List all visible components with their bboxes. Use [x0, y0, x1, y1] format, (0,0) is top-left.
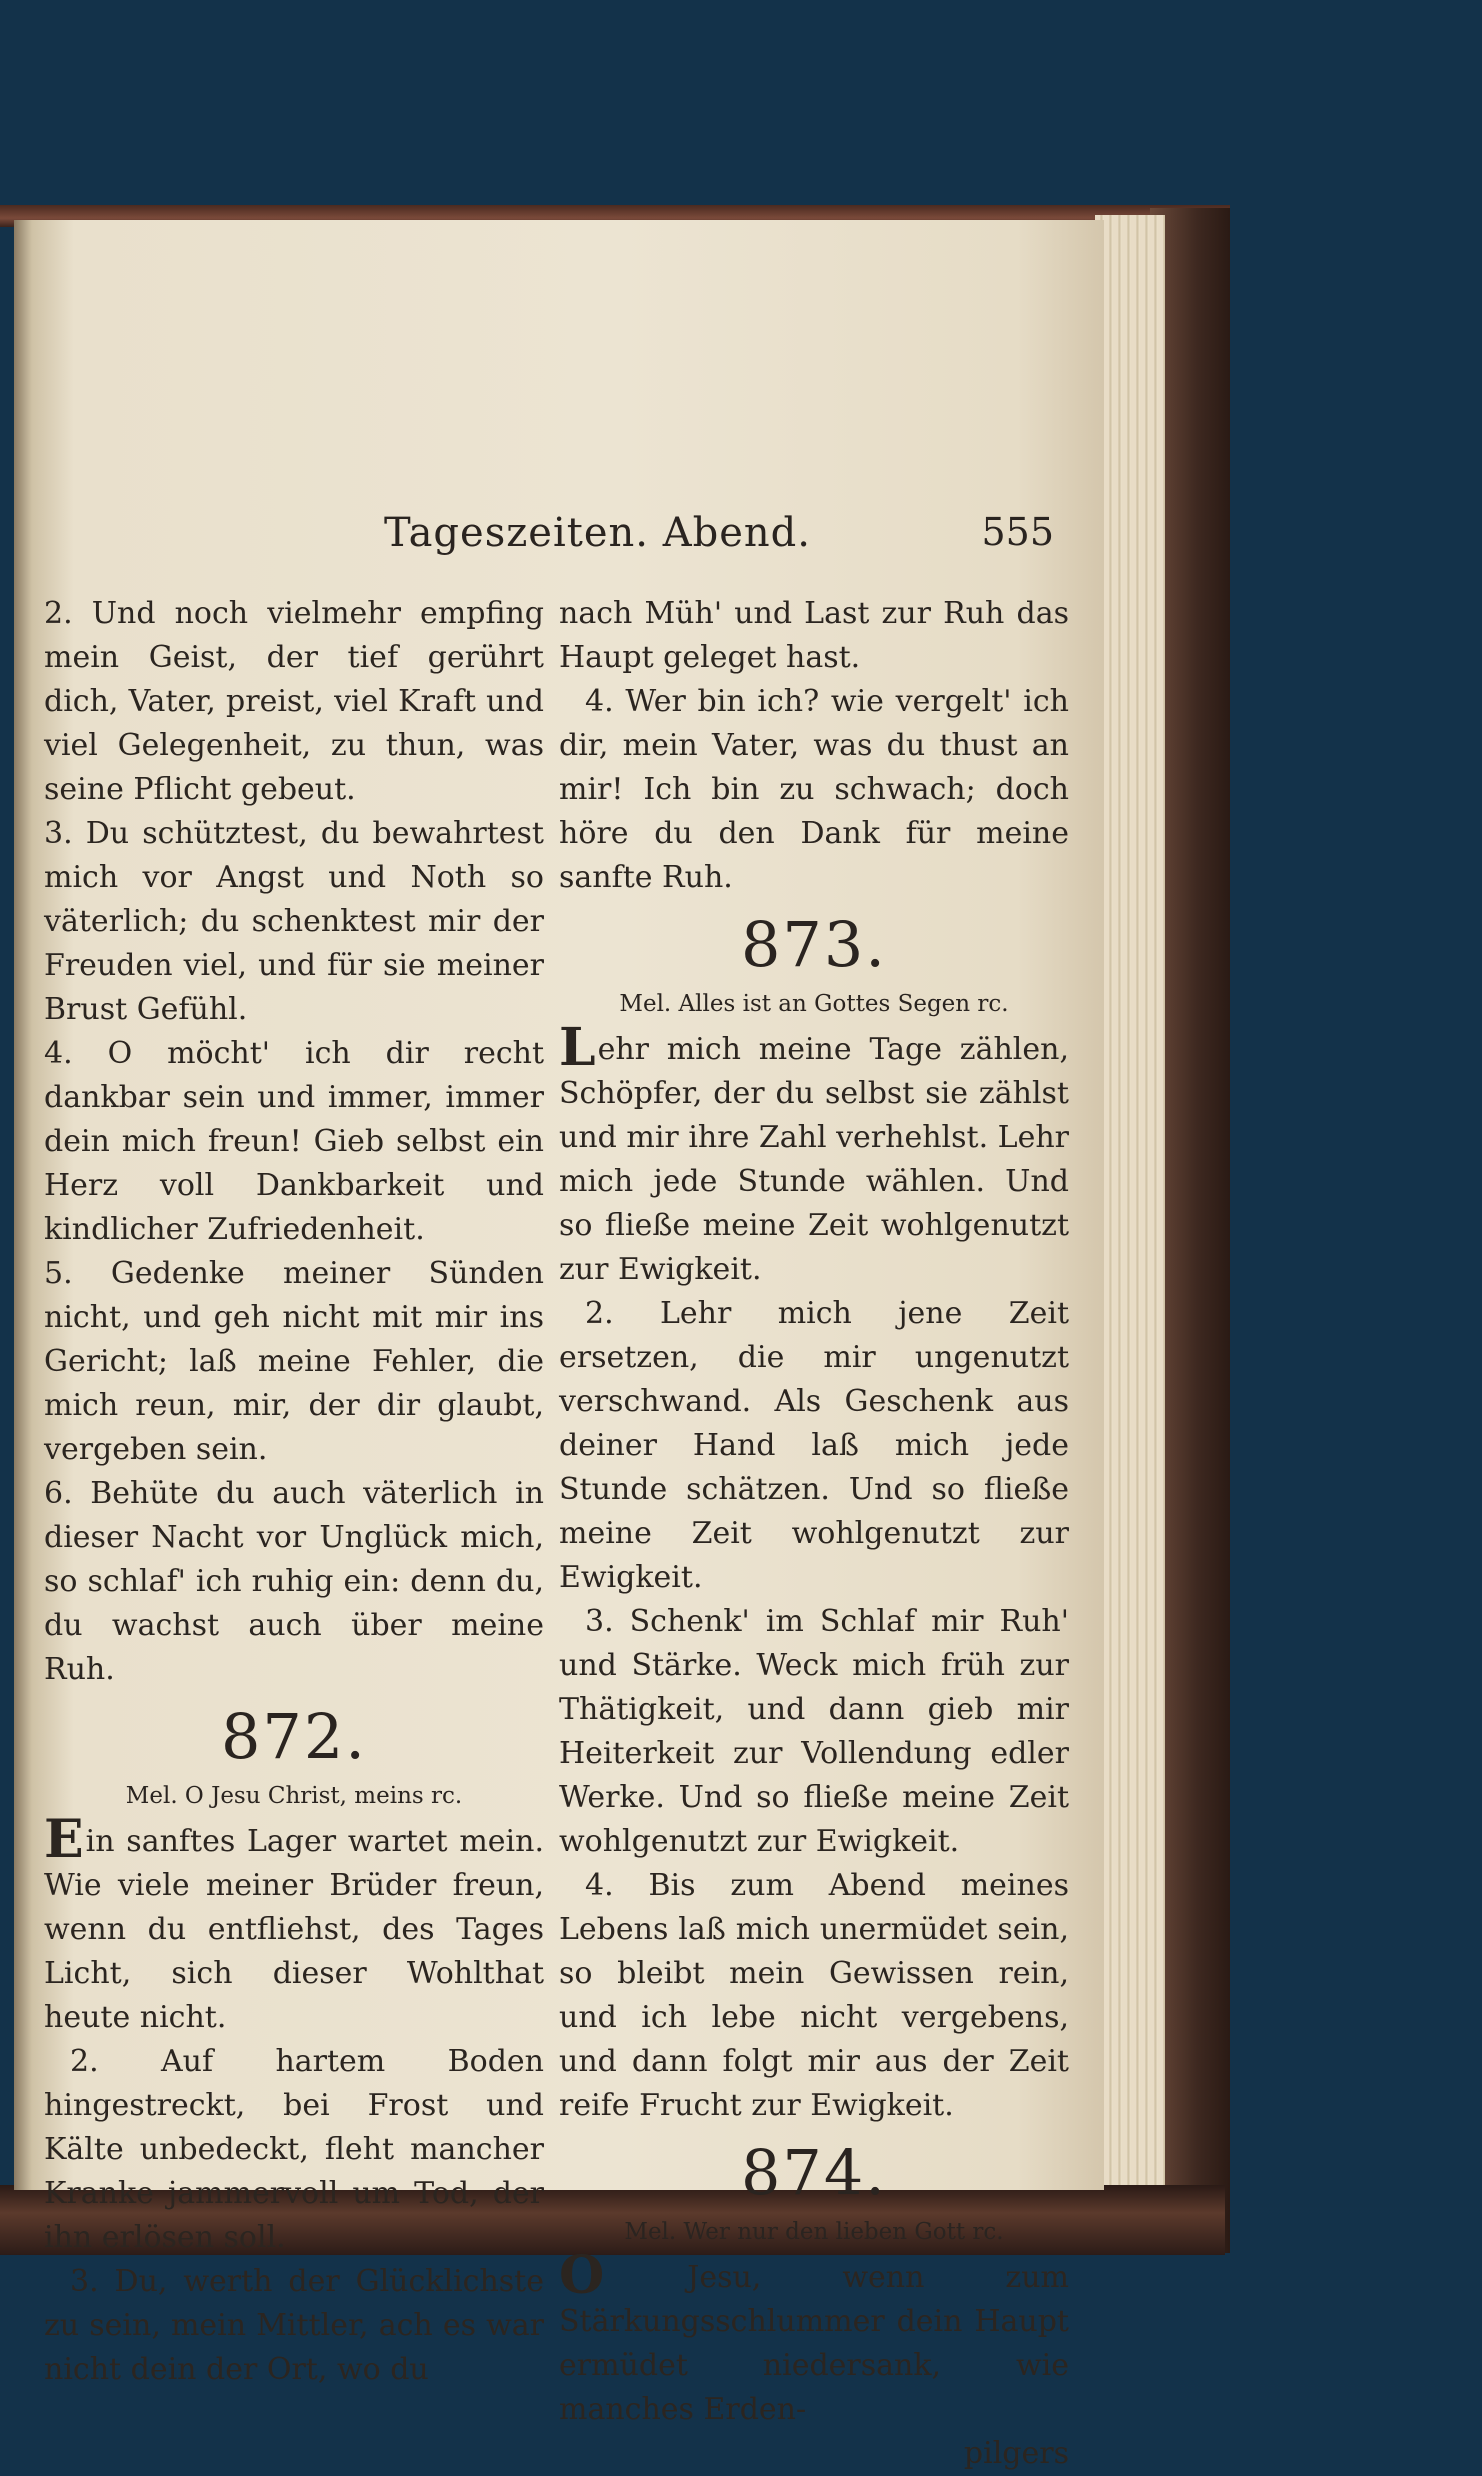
verse-paragraph: 2. Lehr mich jene Zeit ersetzen, die mir ungenutzt verschwand. Als Geschenk aus deiner Hand laß mich jede Stunde schätzen. Und so fließe meine Zeit wohlgenutzt zur Ewigkeit. [559, 1296, 1069, 1595]
running-title: Tageszeiten. Abend. [384, 510, 811, 556]
drop-capital: L [559, 1017, 596, 1078]
hymn-number: 873. [740, 908, 888, 981]
verse-text: ehr mich meine Tage zählen, Schöpfer, der du selbst sie zählst und mir ihre Zahl verhehlst. Lehr mich jede Stunde wählen. Und so fließe meine Zeit wohlgenutzt zur Ewigkeit. [559, 1032, 1069, 1287]
verse-paragraph: 3. Schenk' im Schlaf mir Ruh' und Stärke. Weck mich früh zur Thätigkeit, und dann gieb mir Heiterkeit zur Vollendung edler Werke. Und so fließe meine Zeit wohlgenutzt zur Ewigkeit. [559, 1604, 1069, 1859]
verse-paragraph: 4. O möcht' ich dir recht dankbar sein und immer, immer dein mich freun! Gieb selbst ein Herz voll Dankbarkeit und kindlicher Zufriedenheit. [44, 1036, 544, 1247]
page-number: 555 [981, 510, 1054, 554]
verse-paragraph: 2. Und noch vielmehr empfing mein Geist, der tief gerührt dich, Vater, preist, viel Kraft und viel Gelegenheit, zu thun, was seine Pflicht gebeut. [44, 596, 544, 807]
verse-paragraph: 6. Behüte du auch väterlich in dieser Nacht vor Unglück mich, so schlaf' ich ruhig ein: denn du, du wachst auch über meine Ruh. [44, 1476, 544, 1687]
verse-paragraph-first [559, 2245, 1069, 2432]
left-column [44, 592, 544, 2392]
drop-capital: E [44, 1809, 84, 1870]
verse-paragraph: 4. Bis zum Abend meines Lebens laß mich unermüdet sein, so bleibt mein Gewissen rein, und ich lebe nicht vergebens, und dann folgt mir aus der Zeit reife Frucht zur Ewigkeit. [559, 1868, 1069, 2123]
hymn-number: 874. [740, 2136, 888, 2209]
verse-text: in sanftes Lager wartet mein. Wie viele meiner Brüder freun, wenn du entfliehst, des Tages Licht, sich dieser Wohlthat heute nicht. [44, 1824, 544, 2035]
melody-line: Mel. Wer nur den lieben Gott rc. [624, 2219, 1004, 2245]
book-page [14, 220, 1104, 2471]
verse-paragraph-first [44, 1809, 544, 2040]
right-column [559, 592, 1069, 2476]
verse-text: Jesu, wenn zum Stärkungsschlummer dein Haupt ermüdet niedersank, wie manches Erden- [559, 2260, 1069, 2427]
drop-capital: O [559, 2245, 605, 2306]
verse-paragraph: 4. Wer bin ich? wie vergelt' ich dir, mein Vater, was du thust an mir! Ich bin zu schwach; doch höre du den Dank für meine sanfte Ruh. [559, 684, 1069, 895]
page-stack-edge [1095, 215, 1165, 2200]
page-header [384, 510, 1054, 566]
catchword: pilgers [963, 2436, 1069, 2471]
verse-paragraph-first [559, 1017, 1069, 1292]
verse-paragraph: 5. Gedenke meiner Sünden nicht, und geh nicht mit mir ins Gericht; laß meine Fehler, die mich reun, mir, der dir glaubt, vergeben sein. [44, 1256, 544, 1467]
verse-paragraph: 2. Auf hartem Boden hingestreckt, bei Frost und Kälte unbedeckt, fleht mancher Kranke jammervoll um Tod, der ihn erlösen soll. [44, 2044, 544, 2255]
verse-paragraph: nach Müh' und Last zur Ruh das Haupt geleget hast. [559, 596, 1069, 675]
verse-paragraph: 3. Du schütztest, du bewahrtest mich vor Angst und Noth so väterlich; du schenktest mir der Freuden viel, und für sie meiner Brust Gefühl. [44, 816, 544, 1027]
melody-line: Mel. O Jesu Christ, meins rc. [125, 1783, 463, 1809]
verse-paragraph: 3. Du, werth der Glücklichste zu sein, mein Mittler, ach es war nicht dein der Ort, wo du [44, 2264, 544, 2387]
hymn-number: 872. [220, 1700, 368, 1773]
melody-line: Mel. Alles ist an Gottes Segen rc. [619, 991, 1009, 1017]
